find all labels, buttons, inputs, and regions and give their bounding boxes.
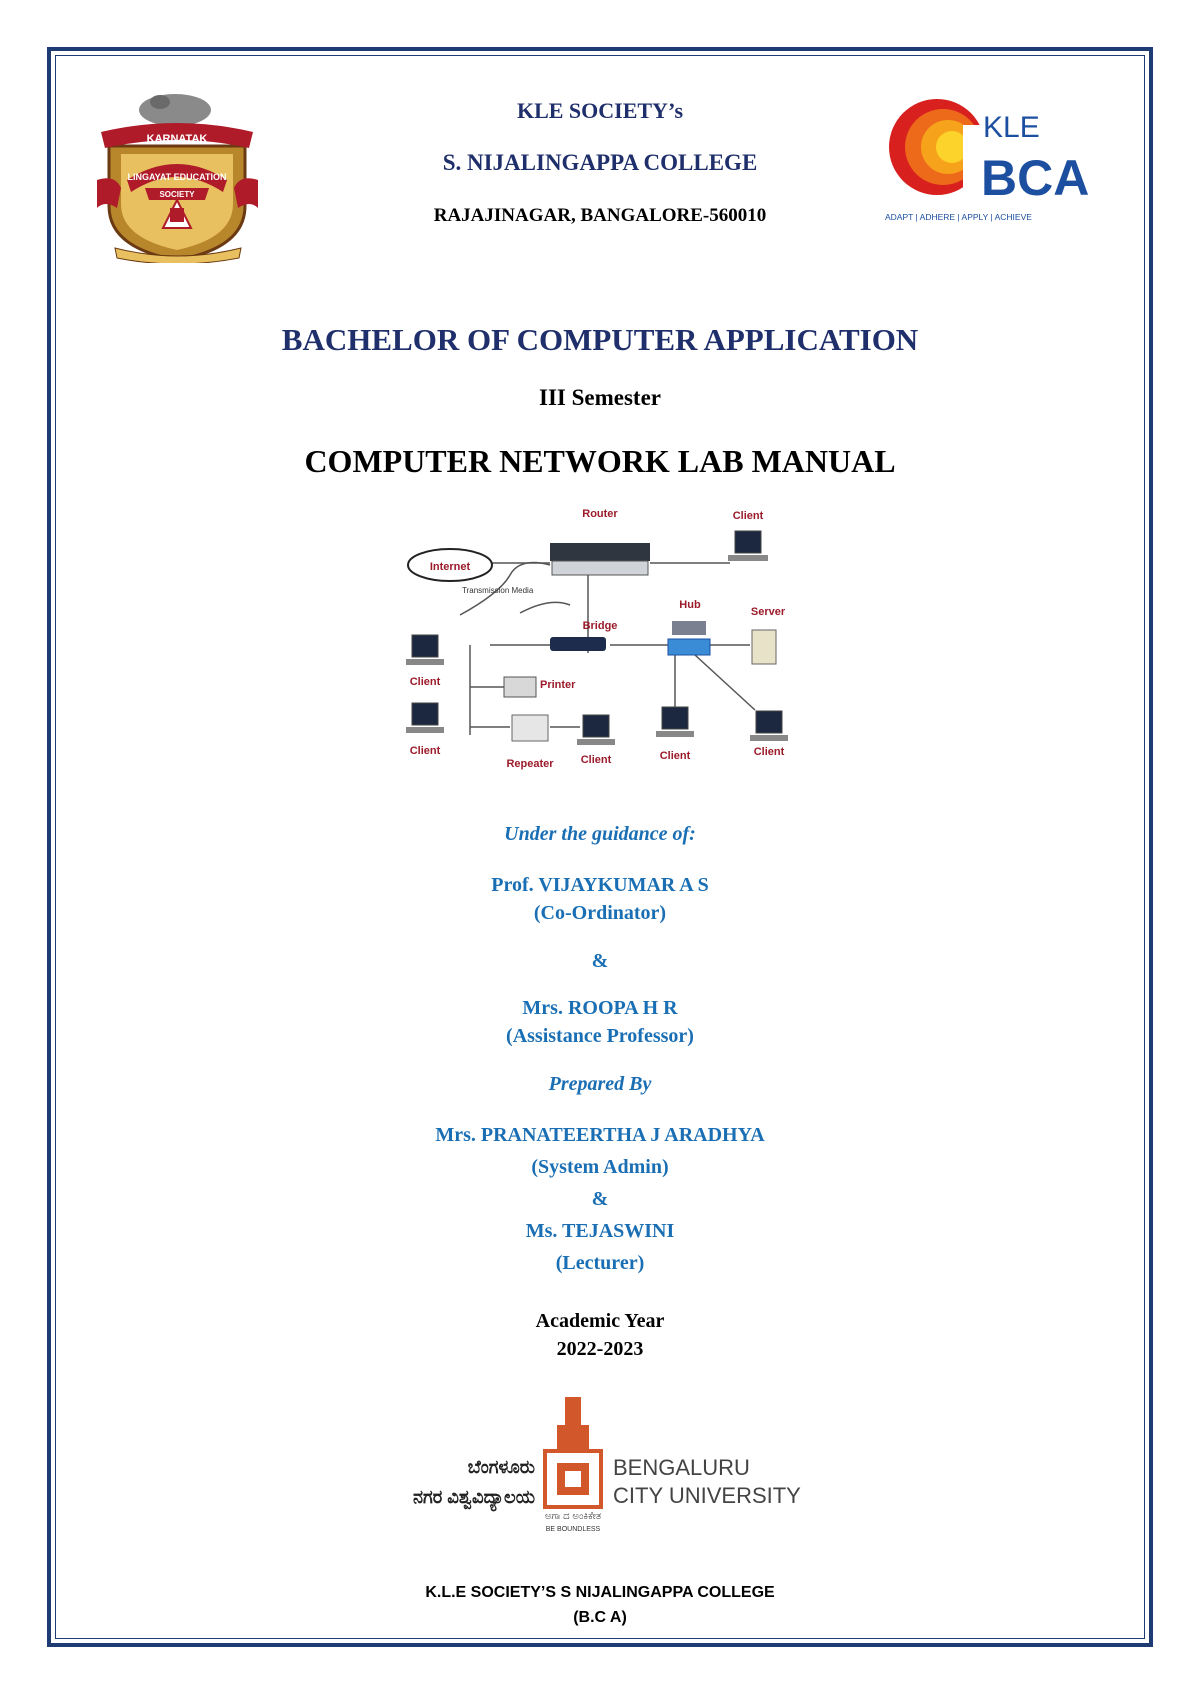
- printer-label: Printer: [540, 679, 576, 691]
- transmission-label: Transmission Media: [462, 586, 534, 595]
- emblem-arc-text: LINGAYAT EDUCATION: [127, 172, 227, 182]
- client-top-icon: [735, 531, 761, 553]
- preparer-ampersand: &: [591, 1188, 609, 1210]
- bcu-english-line1: BENGALURU: [613, 1455, 750, 1480]
- bcu-kannada-line2: ನಗರ ವಿಶ್ವವಿದ್ಯಾಲಯ: [413, 1487, 535, 1507]
- emblem-ribbon-text: SOCIETY: [159, 190, 195, 199]
- hub-icon: [668, 639, 710, 655]
- guidance-heading: Under the guidance of:: [504, 823, 696, 845]
- guide-ampersand: &: [591, 950, 609, 972]
- guide1-name: Prof. VIJAYKUMAR A S: [491, 874, 709, 896]
- college-name: S. NIJALINGAPPA COLLEGE: [442, 150, 758, 175]
- bcu-emblem-icon: [545, 1397, 601, 1507]
- preparer1-role: (System Admin): [531, 1156, 669, 1178]
- client-b1-label: Client: [580, 754, 612, 766]
- preparer2-name: Ms. TEJASWINI: [525, 1220, 675, 1242]
- emblem-banner-text: KARNATAK: [146, 133, 208, 145]
- manual-title: COMPUTER NETWORK LAB MANUAL: [304, 443, 896, 479]
- semester-label: III Semester: [539, 385, 661, 410]
- repeater-icon: [512, 715, 548, 741]
- bcu-kannada-line1: ಬೆಂಗಳೂರು: [467, 1457, 535, 1477]
- client-left2-label: Client: [409, 745, 441, 757]
- client-b2-label: Client: [659, 750, 691, 762]
- network-diagram: [400, 505, 820, 790]
- client-left1-label: Client: [409, 676, 441, 688]
- kle-bca-logo-icon: [885, 95, 1100, 240]
- client-b2-icon: [662, 707, 688, 729]
- printer-icon: [504, 677, 536, 697]
- society-name: KLE SOCIETY’s: [516, 98, 684, 123]
- bridge-icon: [550, 637, 606, 651]
- bcu-logo: [365, 1395, 865, 1540]
- guide1-role: (Co-Ordinator): [533, 902, 667, 924]
- footer-line2: (B.C A): [573, 1609, 627, 1626]
- internet-label: Internet: [429, 561, 471, 573]
- preparer2-role: (Lecturer): [555, 1252, 645, 1274]
- bca-logo-tagline: ADAPT | ADHERE | APPLY | ACHIEVE: [885, 212, 1032, 222]
- server-icon: [752, 630, 776, 664]
- client-left2-icon: [412, 703, 438, 725]
- college-address: RAJAJINAGAR, BANGALORE-560010: [433, 205, 767, 226]
- client-left1-icon: [412, 635, 438, 657]
- repeater-label: Repeater: [506, 758, 554, 770]
- client-top-label: Client: [732, 510, 764, 522]
- bca-logo-main-text: BCA: [981, 150, 1090, 206]
- bcu-motto: BE BOUNDLESS: [545, 1526, 601, 1533]
- bcu-motto-kannada: ಅಗಾ ದ ಅಂಕಿಕೇತ: [544, 1511, 602, 1522]
- academic-year-label: Academic Year: [535, 1310, 665, 1332]
- server-label: Server: [750, 606, 786, 618]
- bcu-english-line2: CITY UNIVERSITY: [613, 1483, 801, 1508]
- kle-logo-top-text: KLE: [983, 111, 1040, 144]
- guide2-name: Mrs. ROOPA H R: [522, 997, 678, 1019]
- router-label: Router: [582, 508, 618, 520]
- router-icon: [550, 543, 650, 561]
- client-b3-icon: [756, 711, 782, 733]
- hub-label: Hub: [679, 599, 701, 611]
- bridge-label: Bridge: [582, 620, 618, 632]
- client-b1-icon: [583, 715, 609, 737]
- guide2-role: (Assistance Professor): [506, 1025, 694, 1047]
- preparer1-name: Mrs. PRANATEERTHA J ARADHYA: [435, 1124, 765, 1146]
- client-b3-label: Client: [753, 746, 785, 758]
- footer-line1: K.L.E SOCIETY’S S NIJALINGAPPA COLLEGE: [425, 1584, 775, 1601]
- course-title: BACHELOR OF COMPUTER APPLICATION: [281, 322, 919, 357]
- prepared-heading: Prepared By: [548, 1073, 652, 1095]
- academic-year-value: 2022-2023: [556, 1338, 644, 1360]
